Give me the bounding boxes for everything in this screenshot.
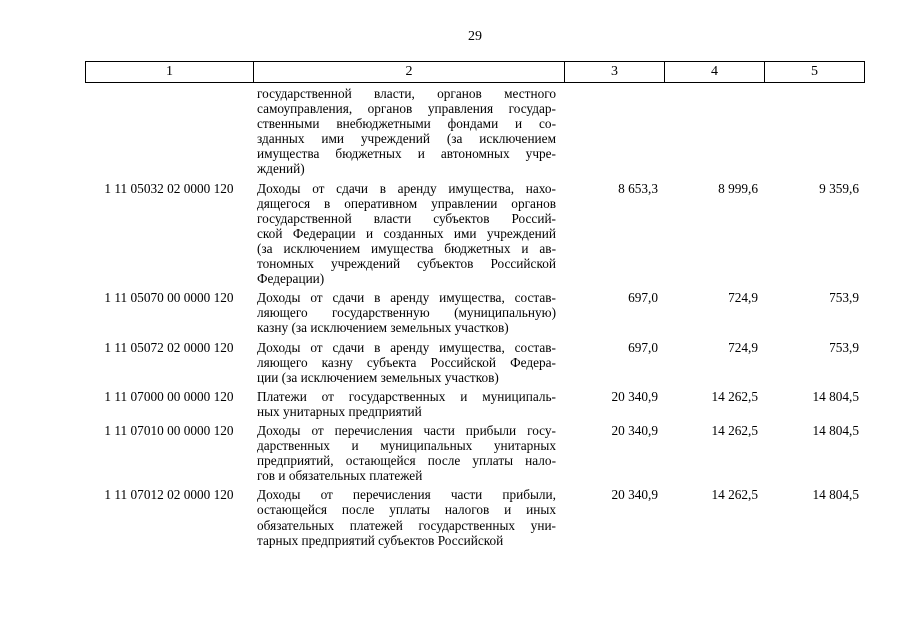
revenue-name-line: ждений) — [257, 161, 305, 177]
amount-v3: 20 340,9 — [611, 487, 658, 503]
revenue-name-line: государственной власти субъектов Россий- — [257, 210, 556, 226]
revenue-name-line: остающейся после уплаты налогов и иных — [257, 502, 556, 518]
amount-v5: 14 804,5 — [812, 422, 859, 438]
amount-v4: 14 262,5 — [711, 422, 758, 438]
amount-v3: 20 340,9 — [611, 422, 658, 438]
revenue-name — [257, 290, 556, 335]
amount-v4 — [664, 86, 764, 177]
revenue-name-line: ляющего казну субъекта Российской Федера- — [257, 354, 556, 370]
revenue-name-line: казну (за исключением земельных участков) — [257, 320, 509, 336]
amount-v3: 8 653,3 — [618, 180, 658, 196]
revenue-name-line: имущества бюджетных и автономных учре- — [257, 146, 556, 162]
amount-v5 — [764, 86, 865, 177]
table-row — [85, 86, 865, 177]
revenue-name-line: ляющего государственную (муниципальную) — [257, 305, 556, 321]
amount-v5: 753,9 — [829, 290, 859, 306]
column-header-5: 5 — [811, 64, 818, 79]
revenue-name-line: тарных предприятий субъектов Российской — [257, 532, 504, 548]
amount-v4: 14 262,5 — [711, 487, 758, 503]
budget-code: 1 11 05032 02 0000 120 — [104, 180, 234, 196]
budget-code: 1 11 05070 00 0000 120 — [104, 290, 234, 306]
revenue-name-line: тономных учреждений субъектов Российской — [257, 256, 556, 272]
revenue-name-line: ции (за исключением земельных участков) — [257, 369, 499, 385]
table-body — [85, 86, 865, 552]
revenue-name — [257, 86, 556, 177]
revenue-name-line: государственной власти, органов местного — [257, 86, 556, 101]
column-header-2: 2 — [254, 62, 565, 82]
revenue-name-line: ственными внебюджетными фондами и со- — [257, 116, 556, 132]
revenue-name — [257, 181, 556, 287]
revenue-name — [257, 340, 556, 385]
revenue-name — [257, 423, 556, 483]
amount-v4: 724,9 — [728, 290, 758, 306]
table-row — [85, 181, 865, 287]
table-row — [85, 423, 865, 483]
amount-v5: 14 804,5 — [812, 388, 859, 404]
revenue-name-line: Доходы от сдачи в аренду имущества, состав- — [257, 290, 556, 306]
amount-v5: 9 359,6 — [819, 180, 859, 196]
amount-v3 — [564, 86, 664, 177]
amount-v5: 14 804,5 — [812, 487, 859, 503]
amount-v5: 753,9 — [829, 339, 859, 355]
revenue-name-line: обязательных платежей государственных уни- — [257, 517, 556, 533]
revenue-name-line: зданных ими учреждений (за исключением — [257, 131, 556, 147]
column-header-3: 3 — [565, 62, 665, 82]
revenue-name-line: Доходы от перечисления части прибыли госу- — [257, 422, 556, 438]
budget-code: 1 11 07000 00 0000 120 — [104, 388, 234, 404]
budget-code — [85, 86, 253, 177]
amount-v4: 8 999,6 — [718, 180, 758, 196]
table-row — [85, 487, 865, 547]
column-header-1: 1 — [86, 62, 254, 82]
revenue-name-line: Доходы от сдачи в аренду имущества, состав- — [257, 339, 556, 355]
amount-v3: 697,0 — [628, 339, 658, 355]
revenue-name — [257, 487, 556, 547]
table-row — [85, 389, 865, 419]
revenue-name-line: Федерации) — [257, 271, 325, 287]
revenue-name-line: (за исключением имущества бюджетных и ав- — [257, 240, 556, 256]
revenue-name-line: Доходы от сдачи в аренду имущества, нахо- — [257, 180, 556, 196]
revenue-name — [257, 389, 556, 419]
revenue-name-line: дящегося в оперативном управлении органов — [257, 195, 556, 211]
amount-v4: 724,9 — [728, 339, 758, 355]
table-row — [85, 340, 865, 385]
revenue-name-line: ных унитарных предприятий — [257, 403, 422, 419]
revenue-name-line: предприятий, остающейся после уплаты нало- — [257, 453, 556, 469]
amount-v3: 20 340,9 — [611, 388, 658, 404]
table-row — [85, 290, 865, 335]
revenue-name-line: гов и обязательных платежей — [257, 468, 423, 484]
revenue-name-line: самоуправления, органов управления государ- — [257, 101, 556, 117]
budget-code: 1 11 07012 02 0000 120 — [104, 487, 234, 503]
revenue-name-line: Доходы от перечисления части прибыли, — [257, 487, 556, 503]
revenue-name-line: ской Федерации и созданных ими учреждений — [257, 225, 556, 241]
revenue-name-line: Платежи от государственных и муниципаль- — [257, 388, 556, 404]
amount-v3: 697,0 — [628, 290, 658, 306]
column-header-4: 4 — [665, 62, 765, 82]
amount-v4: 14 262,5 — [711, 388, 758, 404]
table-header — [85, 61, 865, 83]
budget-code: 1 11 05072 02 0000 120 — [104, 339, 234, 355]
revenue-name-line: дарственных и муниципальных унитарных — [257, 438, 556, 454]
budget-code: 1 11 07010 00 0000 120 — [104, 422, 234, 438]
page-number: 29 — [468, 29, 482, 44]
